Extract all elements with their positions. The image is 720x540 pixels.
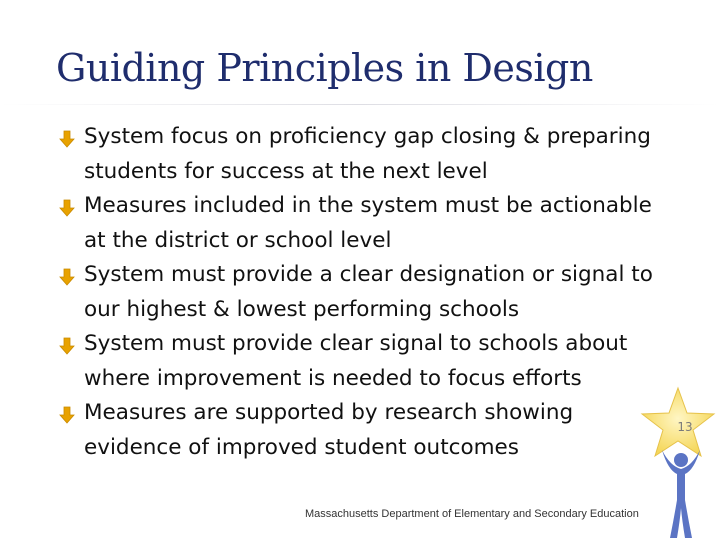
bullet-text: System must provide clear signal to schools about where improvement is needed to focus efforts — [84, 331, 628, 391]
list-item — [58, 120, 668, 189]
bullet-list — [58, 120, 668, 465]
title-divider — [0, 104, 720, 105]
bullet-text: System focus on proficiency gap closing & preparing students for success at the next level — [84, 124, 651, 184]
arrow-down-icon — [58, 337, 76, 355]
list-item — [58, 189, 668, 258]
bullet-text: Measures are supported by research showing evidence of improved student outcomes — [84, 400, 574, 460]
list-item — [58, 396, 668, 465]
arrow-down-icon — [58, 268, 76, 286]
bullet-text: Measures included in the system must be actionable at the district or school level — [84, 193, 652, 253]
bullet-text: System must provide a clear designation or signal to our highest & lowest performing schools — [84, 262, 653, 322]
arrow-down-icon — [58, 199, 76, 217]
person-figure-icon — [658, 448, 704, 540]
arrow-down-icon — [58, 406, 76, 424]
page-number: 13 — [677, 420, 693, 434]
footer-text: Massachusetts Department of Elementary and Secondary Education — [305, 508, 639, 520]
list-item — [58, 327, 668, 396]
slide-title: Guiding Principles in Design — [56, 46, 593, 90]
arrow-down-icon — [58, 130, 76, 148]
list-item — [58, 258, 668, 327]
